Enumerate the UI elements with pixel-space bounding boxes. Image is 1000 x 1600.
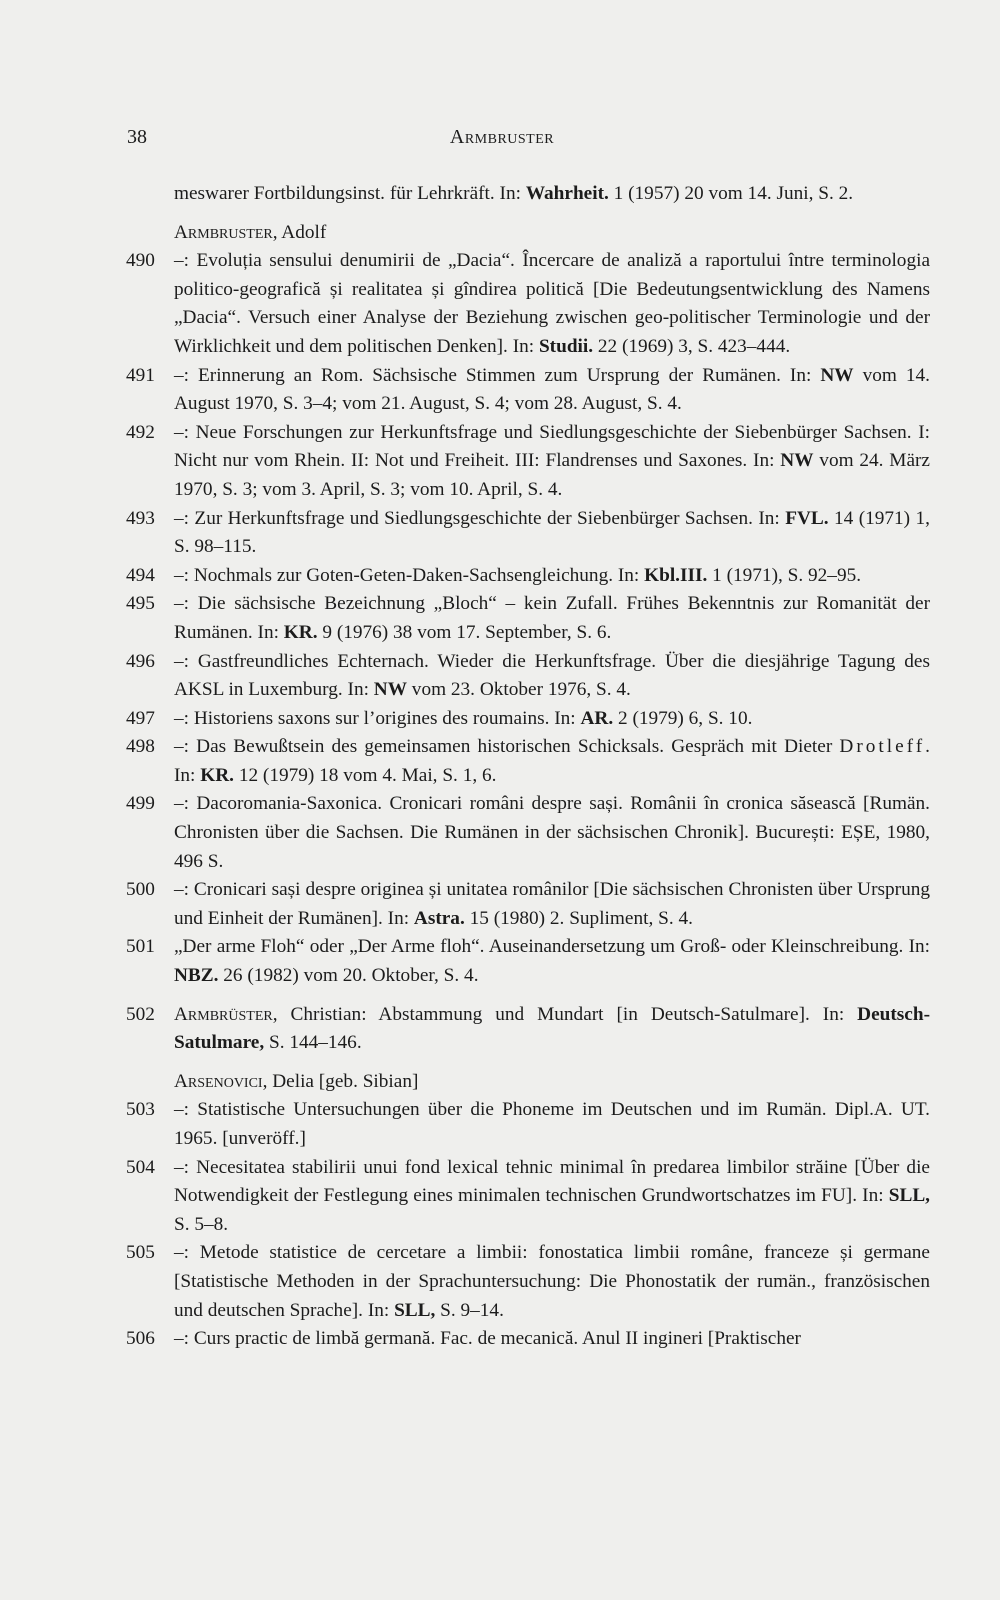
entry-number: 490 — [126, 250, 155, 272]
bibliography-entry: 495 –: Die sächsische Bezeichnung „Bloch“ – kein Zufall. Frühes Bekenntnis zur Romanität der Rumänen. In: KR. 9 (1976) 38 vom 17. September, S. 6. — [126, 590, 930, 647]
entry-number: 497 — [126, 707, 155, 729]
bibliography-entry: 496 –: Gastfreundliches Echternach. Wieder die Herkunftsfrage. Über die diesjährige Tagung des AKSL in Luxemburg. In: NW vom 23. Oktober 1976, S. 4. — [126, 648, 930, 705]
journal-title: NW — [373, 679, 407, 701]
entry-number: 500 — [126, 879, 155, 901]
journal-title: SLL, — [888, 1185, 930, 1207]
journal-title: FVL. — [785, 507, 829, 529]
entry-number: 502 — [126, 1003, 155, 1025]
entry-number: 495 — [126, 593, 155, 615]
entry-number: 494 — [126, 564, 155, 586]
bibliography-entry: 499 –: Dacoromania-Saxonica. Cronicari români despre sași. Românii în cronica săsească [Rumän. Chronisten über die Sachsen. Die Rumänen in der sächsischen Chronik]. București: EȘE, 1980, 496 S. — [126, 790, 930, 876]
bibliography-entry: 491 –: Erinnerung an Rom. Sächsische Stimmen zum Ursprung der Rumänen. In: NW vom 14. August 1970, S. 3–4; vom 21. August, S. 4; vom 28. August, S. 4. — [126, 362, 930, 419]
bibliography-entry: 503 –: Statistische Untersuchungen über die Phoneme im Deutschen und im Rumän. Dipl.A. UT. 1965. [unveröff.] — [126, 1096, 930, 1153]
journal-title: NW — [820, 364, 854, 386]
journal-title: Kbl.III. — [644, 564, 708, 586]
running-head: Armbruster — [449, 126, 555, 148]
bibliography-entry: 493 –: Zur Herkunftsfrage und Siedlungsgeschichte der Siebenbürger Sachsen. In: FVL. 14 (1971) 1, S. 98–115. — [126, 505, 930, 562]
journal-title: NBZ. — [174, 965, 219, 987]
bibliography-entry: 505 –: Metode statistice de cercetare a limbii: fonostatica limbii române, franceze și germane [Statistische Methoden in der Sprachuntersuchung: Die Phonostatik der rumän., französischen und deutschen Sprache]. In: SLL, S. 9–14. — [126, 1239, 930, 1325]
bibliography-entry: 502 Armbrüster, Christian: Abstammung und Mundart [in Deutsch-Satulmare]. In: Deutsch-Satulmare, S. 144–146. — [126, 1001, 930, 1058]
entry-number: 493 — [126, 507, 155, 529]
journal-title: KR. — [200, 764, 234, 786]
journal-title: Wahrheit. — [525, 183, 609, 204]
bibliography-entry: 492 –: Neue Forschungen zur Herkunftsfrage und Siedlungsgeschichte der Siebenbürger Sachsen. I: Nicht nur vom Rhein. II: Not und Freiheit. III: Flandrenses und Saxones. In: NW vom 24. März 1970, S. 3; vom 3. April, S. 3; vom 10. April, S. 4. — [126, 419, 930, 505]
entry-number: 504 — [126, 1156, 155, 1178]
entry-number: 501 — [126, 936, 155, 958]
journal-title: Deutsch-Satulmare, — [174, 1003, 930, 1054]
entry-list — [126, 247, 930, 990]
author-heading: Armbruster, Adolf — [174, 221, 327, 243]
author-heading: Arsenovici, Delia [geb. Sibian] — [174, 1070, 419, 1092]
journal-title: Studii. — [538, 335, 594, 357]
bibliography-entry: 494 –: Nochmals zur Goten-Geten-Daken-Sachsengleichung. In: Kbl.III. 1 (1971), S. 92–95. — [126, 562, 930, 591]
bibliography-entry: 498 –: Das Bewußtsein des gemeinsamen historischen Schicksals. Gespräch mit Dieter Drotleff. In: KR. 12 (1979) 18 vom 4. Mai, S. 1, 6. — [126, 733, 930, 790]
journal-title: KR. — [283, 621, 318, 643]
author-name: Armbrüster — [174, 1003, 273, 1025]
entry-number: 496 — [126, 650, 155, 672]
bibliography-entry: 500 –: Cronicari sași despre originea și unitatea românilor [Die sächsischen Chronisten über Ursprung und Einheit der Rumänen]. In: Astra. 15 (1980) 2. Supliment, S. 4. — [126, 876, 930, 933]
entry-number: 505 — [126, 1242, 155, 1264]
entry-list — [126, 1096, 930, 1353]
entry-number: 492 — [126, 421, 155, 443]
bibliography-entry: 506 –: Curs practic de limbă germană. Fac. de mecanică. Anul II ingineri [Praktischer — [126, 1325, 930, 1354]
entry-number: 498 — [126, 736, 155, 758]
journal-title: AR. — [580, 707, 614, 729]
continued-entry: meswarer Fortbildungsinst. für Lehrkräft. In: Wahrheit. 1 (1957) 20 vom 14. Juni, S. 2. — [174, 183, 854, 204]
entry-number: 506 — [126, 1328, 155, 1350]
journal-title: NW — [780, 450, 814, 472]
journal-title: SLL, — [394, 1299, 436, 1321]
bibliography-entry: 501 „Der arme Floh“ oder „Der Arme floh“. Auseinandersetzung um Groß- oder Kleinschreibung. In: NBZ. 26 (1982) vom 20. Oktober, S. 4. — [126, 933, 930, 990]
journal-title: Astra. — [413, 907, 465, 929]
entry-number: 491 — [126, 364, 155, 386]
author-name: Drotleff — [839, 736, 926, 758]
bibliography-entry: 497 –: Historiens saxons sur l’origines des roumains. In: AR. 2 (1979) 6, S. 10. — [126, 705, 930, 734]
bibliography-text — [126, 180, 930, 1354]
bibliography-entry: 504 –: Necesitatea stabilirii unui fond lexical tehnic minimal în predarea limbilor străine [Über die Notwendigkeit der Festlegung eines minimalen technischen Grundwortschatzes im FU]. In: SLL, S. 5–8. — [126, 1154, 930, 1240]
page-number: 38 — [127, 126, 147, 148]
entry-number: 503 — [126, 1099, 155, 1121]
bibliography-entry: 490 –: Evoluția sensului denumirii de „Dacia“. Încercare de analiză a raportului între terminologia politico-geografică și realitatea și gîndirea politică [Die Bedeutungsentwicklung des Namens „Dacia“. Versuch einer Analyse der Beziehung zwischen geo-politischer Terminologie und der Wirklichkeit und dem politischen Denken]. In: Studii. 22 (1969) 3, S. 423–444. — [126, 247, 930, 361]
entry-number: 499 — [126, 793, 155, 815]
